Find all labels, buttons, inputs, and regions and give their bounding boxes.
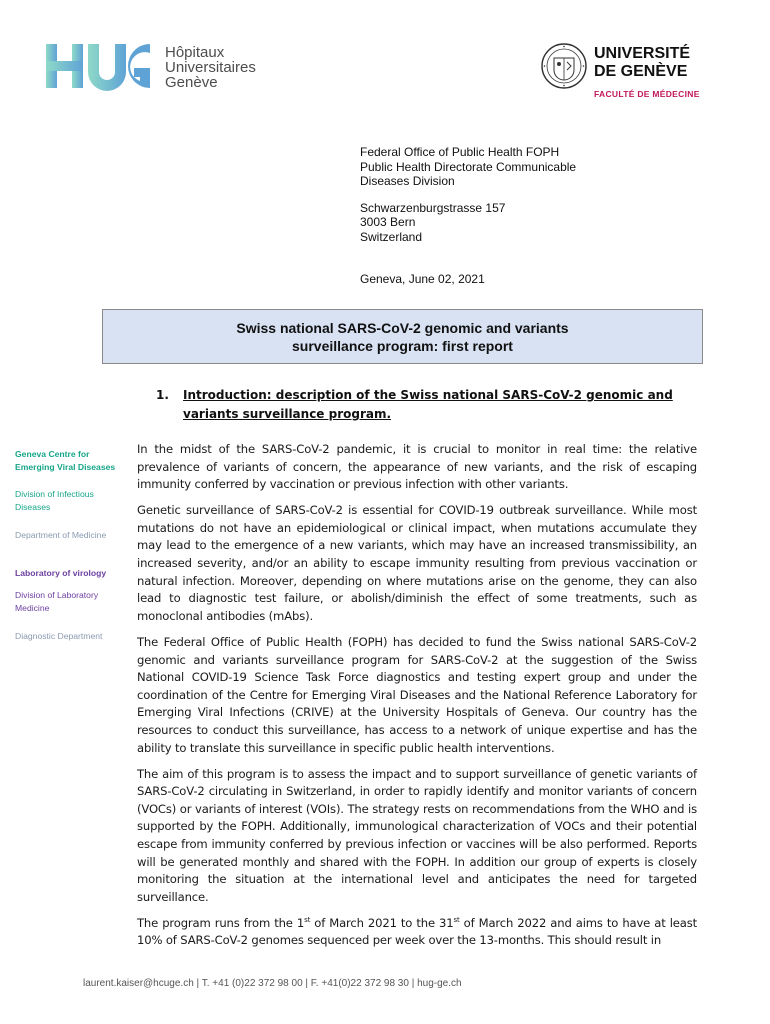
superscript: st — [304, 915, 311, 924]
paragraph-text: of March 2022 and aims to have at least 10% of SARS-CoV-2 genomes sequenced per week over the 13-months. This should result in — [137, 915, 697, 948]
address-line: Diseases Division — [360, 174, 455, 188]
recipient-address — [360, 145, 576, 244]
hug-name-line: Hôpitaux — [165, 44, 225, 61]
section-title: Introduction: description of the Swiss national SARS-CoV-2 genomic and variants surveillance program. — [183, 388, 673, 421]
unige-name-line: UNIVERSITÉ — [594, 45, 691, 62]
paragraph — [137, 915, 697, 950]
sidebar-dept-medicine: Department of Medicine — [15, 530, 107, 540]
paragraph-text: The program runs from the 1 — [137, 915, 305, 930]
body-text — [137, 441, 697, 959]
sidebar-lab-virology: Laboratory of virology — [15, 568, 107, 578]
address-line: Schwarzenburgstrasse 157 — [360, 200, 506, 215]
letter-date: Geneva, June 02, 2021 — [360, 272, 485, 286]
hug-name-line: Universitaires — [165, 59, 256, 76]
section-number: 1. — [156, 388, 169, 402]
report-title-line: surveillance program: first report — [292, 337, 513, 354]
hug-name-line: Genève — [165, 74, 218, 91]
unige-name — [594, 45, 690, 81]
hug-name — [165, 45, 256, 90]
sidebar-division-lab: Division of Laboratory Medicine — [15, 590, 99, 613]
unige-seal-icon — [540, 42, 588, 90]
paragraph: The aim of this program is to assess the impact and to support surveillance of genetic variants of SARS-CoV-2 circulating in Switzerland, in order to rapidly identify and monitor variants of concern (VOCs) or variants of interest (VOIs). The strategy rests on recommendations from the WHO and is supported by the FOPH. Additionally, immunological characterization of VOCs and their potential escape from immunity conferred by previous infection or vaccines will be also performed. Reports will be generated monthly and shared with the FOPH. In addition our group of experts is closely monitoring the situation at the international level and anticipates the need for targeted surveillance. — [137, 766, 697, 904]
report-title-box — [102, 309, 703, 364]
address-line: 3003 Bern — [360, 215, 416, 229]
sidebar-division-infectious: Division of Infectious Diseases — [15, 489, 94, 512]
paragraph: In the midst of the SARS-CoV-2 pandemic, it is crucial to monitor in real time: the relative prevalence of variants of concern, the appearance of new variants, and the risk of escaping immunity conferred by vaccination or previous infection with other variants. — [137, 442, 697, 492]
address-line: Switzerland — [360, 229, 423, 244]
report-title-line: Swiss national SARS-CoV-2 genomic and variants — [236, 319, 569, 336]
unige-name-line: DE GENÈVE — [594, 63, 688, 80]
address-line: Public Health Directorate Communicable — [360, 159, 577, 174]
address-line: Federal Office of Public Health FOPH — [360, 145, 560, 159]
sidebar-centre: Geneva Centre for Emerging Viral Diseases — [15, 449, 116, 472]
paragraph-text: of March 2021 to the 31 — [310, 915, 454, 930]
paragraph: Genetic surveillance of SARS-CoV-2 is essential for COVID-19 outbreak surveillance. While most mutations do not have an epidemiological or clinical impact, when mutations accumulate they may lead to the emergence of a new variants, which may have an increased transmissibility, an increased severity, and/or an ability to escape immunity resulting from previous vaccination or natural infection. Moreover, depending on where mutations arise on the genome, they can also lead to diagnostic test failure, or abolish/diminish the effect of some treatments, such as monoclonal antibodies (mAbs). — [137, 503, 697, 623]
footer-contact: laurent.kaiser@hcuge.ch | T. +41 (0)22 372 98 00 | F. +41(0)22 372 98 30 | hug-ge.ch — [83, 978, 462, 989]
unige-faculty: FACULTÉ DE MÉDECINE — [594, 89, 700, 99]
sidebar-dept-diagnostic: Diagnostic Department — [15, 631, 103, 641]
paragraph: The Federal Office of Public Health (FOPH) has decided to fund the Swiss national SARS-CoV-2 genomic and variants surveillance program for SARS-CoV-2 at the suggestion of the Swiss National COVID-19 Science Task Force diagnostics and testing expert group and under the coordination of the Centre for Emerging Viral Diseases and the National Reference Laboratory for Emerging Viral Infections (CRIVE) at the University Hospitals of Geneva. Our country has the resources to conduct this surveillance, has access to a network of unique expertise and has the ability to translate this surveillance in specific public health interventions. — [137, 634, 697, 755]
superscript: st — [453, 915, 460, 924]
